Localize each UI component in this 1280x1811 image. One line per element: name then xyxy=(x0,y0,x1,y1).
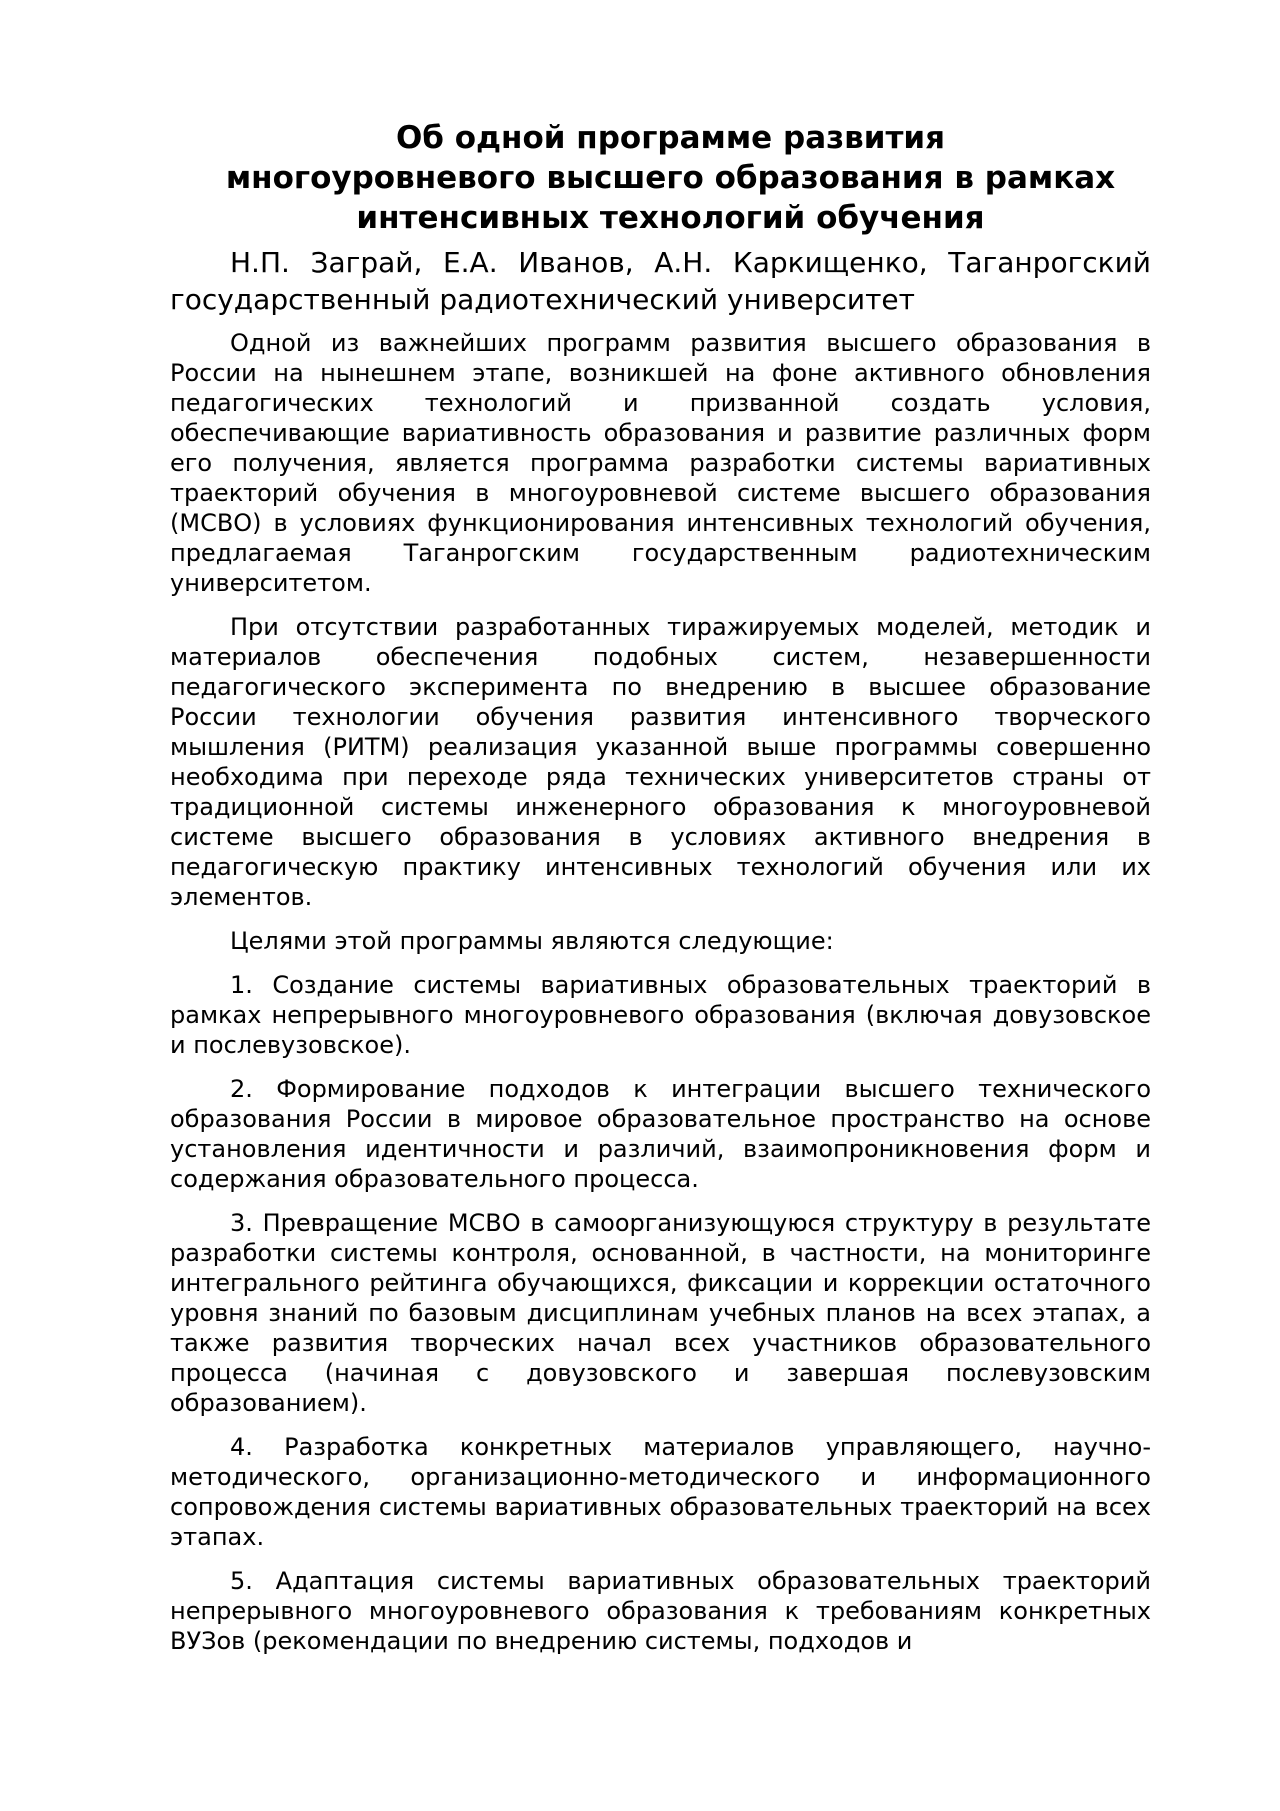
list-item-goal-5: 5. Адаптация системы вариативных образовательных траекторий непрерывного многоуровневого образования к требованиям конкретных ВУЗов (рекомендации по внедрению системы, подходов и xyxy=(170,1567,1151,1655)
list-item-goal-2: 2. Формирование подходов к интеграции высшего технического образования России в мировое образовательное пространство на основе установления идентичности и различий, взаимопроникновения форм и содержания образовательного процесса. xyxy=(170,1075,1151,1193)
authors-affiliation: Н.П. Заграй, Е.А. Иванов, А.Н. Каркищенко, Таганрогский государственный радиотехнический университет xyxy=(170,246,1151,316)
paragraph-context: При отсутствии разработанных тиражируемых моделей, методик и материалов обеспечения подобных систем, незавершенности педагогического эксперимента по внедрению в высшее образование России технологии обучения развития интенсивного творческого мышления (РИТМ) реализация указанной выше программы совершенно необходима при переходе ряда технических университетов страны от традиционной системы инженерного образования к многоуровневой системе высшего образования в условиях активного внедрения в педагогическую практику интенсивных технологий обучения или их элементов. xyxy=(170,613,1151,911)
list-item-goal-1: 1. Создание системы вариативных образовательных траекторий в рамках непрерывного многоуровневого образования (включая довузовское и послевузовское). xyxy=(170,971,1151,1059)
title-line-1: Об одной программе развития xyxy=(395,120,946,156)
title-line-2: многоуровневого высшего образования в рамках xyxy=(225,160,1116,196)
paragraph-goals-heading: Целями этой программы являются следующие: xyxy=(230,927,834,955)
list-item-goal-3: 3. Превращение МСВО в самоорганизующуюся структуру в результате разработки системы контроля, основанной, в частности, на мониторинге интегрального рейтинга обучающихся, фиксации и коррекции остаточного уровня знаний по базовым дисциплинам учебных планов на всех этапах, а также развития творческих начал всех участников образовательного процесса (начиная с довузовского и завершая послевузовским образованием). xyxy=(170,1209,1151,1417)
document-title xyxy=(170,118,1151,238)
title-line-3: интенсивных технологий обучения xyxy=(356,200,985,236)
list-item-goal-4: 4. Разработка конкретных материалов управляющего, научно-методического, организационно-методического и информационного сопровождения системы вариативных образовательных траекторий на всех этапах. xyxy=(170,1433,1151,1551)
document-page xyxy=(170,118,1151,1670)
paragraph-intro: Одной из важнейших программ развития высшего образования в России на нынешнем этапе, возникшей на фоне активного обновления педагогических технологий и призванной создать условия, обеспечивающие вариативность образования и развитие различных форм его получения, является программа разработки системы вариативных траекторий обучения в многоуровневой системе высшего образования (МСВО) в условиях функционирования интенсивных технологий обучения, предлагаемая Таганрогским государственным радиотехническим университетом. xyxy=(170,329,1151,597)
